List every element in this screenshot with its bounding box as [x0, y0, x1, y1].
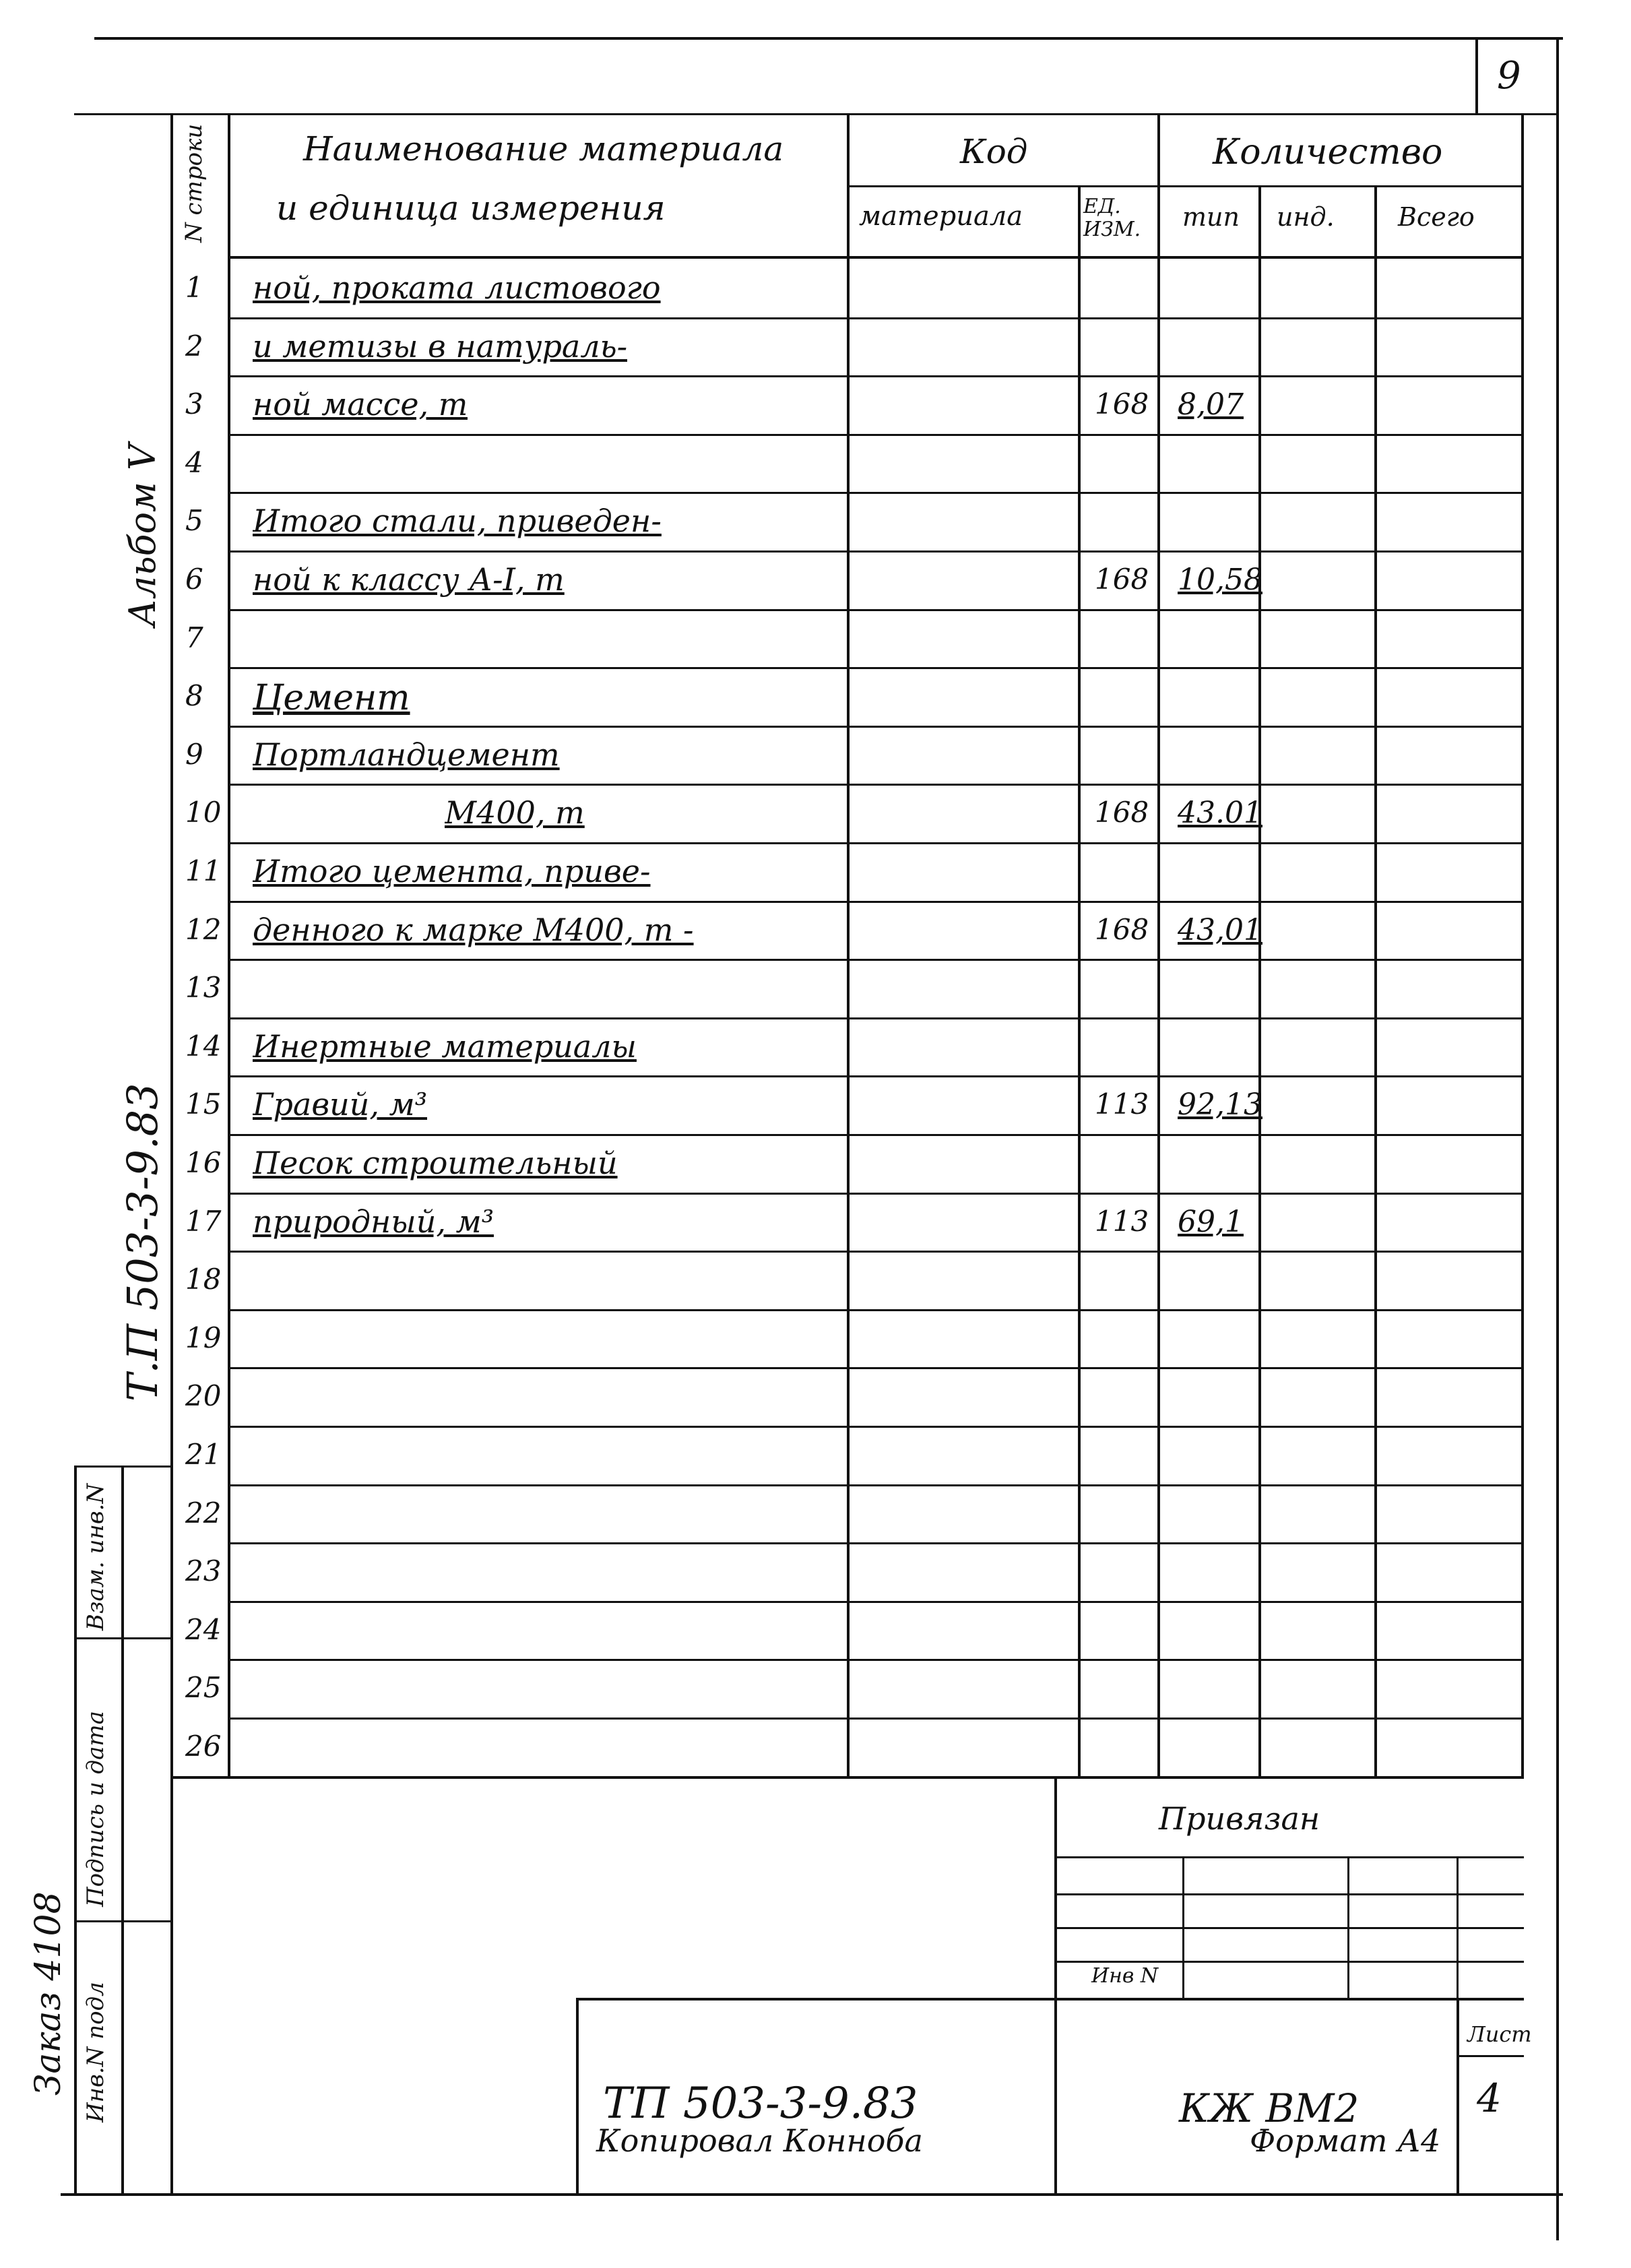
- unit-code: 168: [1095, 796, 1149, 829]
- table-row: [0, 434, 1631, 493]
- row-number: 24: [185, 1613, 222, 1646]
- header-code: Код: [960, 132, 1028, 171]
- table-row: [0, 492, 1631, 550]
- row-number: 26: [185, 1730, 222, 1763]
- privyazan-line-3: [1054, 1927, 1524, 1929]
- format-label: Формат А4: [1250, 2122, 1441, 2159]
- quantity-tip: 92,13: [1178, 1088, 1262, 1122]
- stamp-col-left: [74, 1466, 77, 2196]
- row-number: 22: [185, 1497, 222, 1530]
- row-number: 13: [185, 971, 222, 1004]
- header-tip: тип: [1182, 202, 1240, 232]
- row-number: 14: [185, 1030, 222, 1063]
- material-name: Цемент: [253, 678, 410, 718]
- material-name: Итого стали, приведен-: [253, 503, 662, 539]
- album-label: Альбом V: [121, 443, 164, 627]
- material-name: ной к классу А-I, т: [253, 561, 565, 598]
- row-number: 25: [185, 1671, 222, 1704]
- table-row: [0, 1309, 1631, 1368]
- privyazan-col-2: [1347, 1856, 1349, 1998]
- table-row: [0, 667, 1631, 726]
- table-row: [0, 1718, 1631, 1776]
- table-row: [0, 1075, 1631, 1134]
- sheet-label: Лист: [1467, 2021, 1532, 2047]
- title-block-sheet-left: [1457, 1998, 1459, 2193]
- page-number: 9: [1497, 54, 1521, 98]
- unit-code: 168: [1095, 563, 1149, 596]
- document-code: ТП 503-3-9.83: [603, 2079, 918, 2129]
- table-row: [0, 726, 1631, 784]
- unit-code: 168: [1095, 913, 1149, 946]
- quantity-tip: 69,1: [1178, 1205, 1244, 1239]
- row-number: 8: [185, 679, 203, 712]
- material-name: и метизы в натураль-: [253, 328, 628, 365]
- stamp-line-1: [74, 1466, 172, 1468]
- stamp-line-3: [74, 1920, 172, 1922]
- material-name: М400, т: [445, 794, 585, 831]
- material-name: Итого цемента, приве-: [253, 853, 651, 889]
- row-number: 3: [185, 387, 203, 420]
- table-row: [0, 1542, 1631, 1601]
- table-row: [0, 901, 1631, 959]
- vzam-label: Взам. инв.N: [82, 1483, 109, 1631]
- privyazan-col-1: [1182, 1856, 1184, 1998]
- tp-code-vertical: Т.П 503-3-9.83: [118, 1083, 167, 1401]
- row-number: 9: [185, 738, 203, 771]
- privyazan-line-2: [1054, 1893, 1524, 1895]
- row-number: 19: [185, 1321, 222, 1354]
- title-block-divider: [1054, 1776, 1057, 2194]
- table-row: [0, 550, 1631, 609]
- drawing-mark: КЖ ВМ2: [1179, 2085, 1360, 2131]
- row-number: 12: [185, 913, 222, 946]
- header-ind: инд.: [1277, 202, 1335, 232]
- row-number: 2: [185, 329, 203, 363]
- row-number: 21: [185, 1438, 222, 1471]
- quantity-tip: 8,07: [1178, 387, 1244, 422]
- table-row: [0, 1601, 1631, 1660]
- table-row: [0, 842, 1631, 901]
- header-name-line1: Наименование материала: [303, 129, 784, 168]
- row-number: 17: [185, 1205, 222, 1238]
- material-name: ной массе, т: [253, 386, 468, 422]
- podpis-label: Подпись и дата: [82, 1711, 109, 1907]
- row-number: 20: [185, 1379, 222, 1412]
- row-number: 23: [185, 1554, 222, 1587]
- table-row: [0, 317, 1631, 376]
- unit-code: 113: [1095, 1205, 1149, 1238]
- material-name: Портландцемент: [253, 736, 560, 773]
- quantity-tip: 43,01: [1178, 913, 1262, 947]
- inv-podl-label: Инв.N подл: [82, 1982, 109, 2122]
- unit-code: 113: [1095, 1088, 1149, 1121]
- header-name-line2: и единица измерения: [276, 189, 666, 228]
- table-row: [0, 1484, 1631, 1543]
- inv-number-label: Инв N: [1091, 1964, 1159, 1988]
- table-row: [0, 1426, 1631, 1484]
- table-row: [0, 784, 1631, 842]
- title-block-mid: [576, 1998, 1524, 2001]
- table-row: [0, 1659, 1631, 1718]
- quantity-tip: 43.01: [1178, 796, 1262, 830]
- row-number: 16: [185, 1146, 222, 1179]
- material-name: Инертные материалы: [253, 1028, 637, 1065]
- row-number: 5: [185, 504, 203, 537]
- privyazan-col-3: [1457, 1856, 1459, 1998]
- unit-code: 168: [1095, 387, 1149, 420]
- header-subline: [847, 185, 1523, 187]
- table-row: [0, 1193, 1631, 1251]
- title-block-left: [170, 1776, 173, 2194]
- table-row: [0, 959, 1631, 1017]
- table-row: [0, 1367, 1631, 1426]
- header-code-unit: ЕД. ИЗМ.: [1083, 195, 1141, 241]
- header-quantity: Количество: [1213, 132, 1443, 172]
- quantity-tip: 10,58: [1178, 563, 1262, 597]
- row-number: 10: [185, 796, 222, 829]
- title-block-top: [170, 1776, 1524, 1779]
- privyazan-label: Привязан: [1159, 1800, 1320, 1837]
- table-row: [0, 1134, 1631, 1193]
- material-name: Песок строительный: [253, 1145, 618, 1181]
- table-row: [0, 1017, 1631, 1076]
- privyazan-line-1: [1054, 1856, 1524, 1858]
- title-block-doc-left: [576, 1998, 579, 2193]
- row-number: 11: [185, 854, 222, 887]
- row-number: 15: [185, 1088, 222, 1121]
- table-row: [0, 1251, 1631, 1309]
- table-row: [0, 375, 1631, 434]
- material-name: денного к марке М400, т -: [253, 912, 694, 948]
- row-number: 1: [185, 271, 203, 304]
- stamp-line-2: [74, 1637, 172, 1639]
- row-number: 4: [185, 446, 203, 479]
- table-row: [0, 609, 1631, 668]
- row-number: 6: [185, 563, 203, 596]
- row-number: 18: [185, 1263, 222, 1296]
- table-row: [0, 259, 1631, 317]
- material-name: природный, м³: [253, 1203, 494, 1240]
- material-name: ной, проката листового: [253, 270, 661, 306]
- title-block-sheet-line: [1457, 2055, 1524, 2057]
- material-name: Гравий, м³: [253, 1086, 428, 1123]
- stamp-col-mid: [121, 1466, 124, 2196]
- order-number: Заказ 4108: [28, 1891, 69, 2096]
- row-number: 7: [185, 621, 203, 654]
- header-row-number: N строки: [181, 123, 207, 243]
- header-total: Всего: [1398, 202, 1475, 232]
- privyazan-line-4: [1054, 1961, 1524, 1963]
- header-code-material: материала: [859, 201, 1023, 232]
- sheet-number: 4: [1477, 2075, 1502, 2121]
- copied-by: Копировал Конноба: [596, 2122, 923, 2159]
